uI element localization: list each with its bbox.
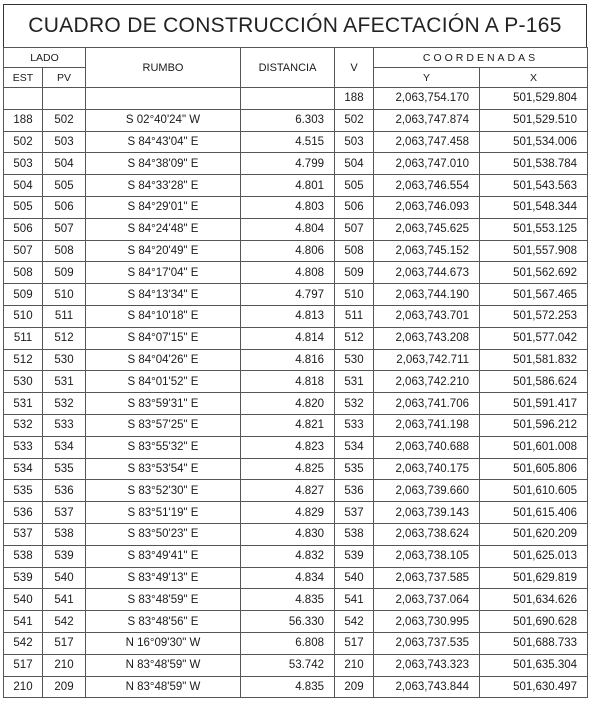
cell-distancia: 4.801 (241, 175, 335, 197)
cell-pv: 510 (43, 284, 86, 306)
table-row (4, 327, 588, 349)
cell-vertex: 510 (335, 284, 374, 306)
cell-pv (43, 88, 86, 110)
cell-rumbo: S 83°52'30" E (86, 480, 241, 502)
cell-distancia: 4.829 (241, 502, 335, 524)
cell-est: 505 (4, 196, 43, 218)
cell-vertex: 541 (335, 589, 374, 611)
table-row (4, 414, 588, 436)
table-row (4, 393, 588, 415)
cell-coord-x: 501,615.406 (480, 502, 588, 524)
cell-rumbo: N 83°48'59" W (86, 654, 241, 676)
cell-coord-y: 2,063,743.208 (374, 327, 480, 349)
cell-vertex: 508 (335, 240, 374, 262)
table-row (4, 284, 588, 306)
header-v: V (335, 48, 374, 88)
cell-rumbo: N 83°48'59" W (86, 676, 241, 698)
cell-coord-y: 2,063,742.711 (374, 349, 480, 371)
cell-vertex: 505 (335, 175, 374, 197)
cell-coord-x: 501,548.344 (480, 196, 588, 218)
cell-distancia: 4.830 (241, 523, 335, 545)
cell-est: 508 (4, 262, 43, 284)
cell-distancia: 4.515 (241, 131, 335, 153)
cell-rumbo: S 83°51'19" E (86, 502, 241, 524)
cell-vertex: 537 (335, 502, 374, 524)
cell-est: 504 (4, 175, 43, 197)
cell-coord-x: 501,529.804 (480, 88, 588, 110)
cell-est: 538 (4, 545, 43, 567)
cell-pv: 531 (43, 371, 86, 393)
cell-coord-x: 501,630.497 (480, 676, 588, 698)
cell-rumbo: S 84°33'28" E (86, 175, 241, 197)
cell-distancia: 4.825 (241, 458, 335, 480)
cell-vertex: 538 (335, 523, 374, 545)
cell-rumbo: S 84°43'04" E (86, 131, 241, 153)
cell-coord-y: 2,063,742.210 (374, 371, 480, 393)
cell-distancia: 4.835 (241, 589, 335, 611)
cell-rumbo: S 83°48'56" E (86, 611, 241, 633)
cell-vertex: 512 (335, 327, 374, 349)
cell-vertex: 536 (335, 480, 374, 502)
cell-distancia: 4.820 (241, 393, 335, 415)
cell-pv: 530 (43, 349, 86, 371)
table-row (4, 153, 588, 175)
cell-vertex: 534 (335, 436, 374, 458)
cell-est: 512 (4, 349, 43, 371)
cell-coord-y: 2,063,741.198 (374, 414, 480, 436)
cell-pv: 517 (43, 632, 86, 654)
cell-vertex: 209 (335, 676, 374, 698)
cell-distancia: 4.827 (241, 480, 335, 502)
construction-table (3, 47, 588, 698)
cell-pv: 536 (43, 480, 86, 502)
cell-pv: 533 (43, 414, 86, 436)
cell-rumbo: S 84°13'34" E (86, 284, 241, 306)
cell-distancia: 4.804 (241, 218, 335, 240)
cell-est: 533 (4, 436, 43, 458)
cell-coord-y: 2,063,743.844 (374, 676, 480, 698)
cell-est: 535 (4, 480, 43, 502)
cell-vertex: 533 (335, 414, 374, 436)
table-row (4, 262, 588, 284)
cell-vertex: 503 (335, 131, 374, 153)
cell-rumbo: S 84°07'15" E (86, 327, 241, 349)
header-rumbo: RUMBO (86, 48, 241, 88)
cell-est: 532 (4, 414, 43, 436)
cell-pv: 535 (43, 458, 86, 480)
header-coordenadas: COORDENADAS (374, 48, 588, 68)
cell-rumbo: S 83°49'41" E (86, 545, 241, 567)
cell-rumbo: N 16°09'30" W (86, 632, 241, 654)
cell-distancia: 4.818 (241, 371, 335, 393)
cell-est: 510 (4, 305, 43, 327)
cell-coord-x: 501,690.628 (480, 611, 588, 633)
table-row (4, 632, 588, 654)
cell-distancia: 4.832 (241, 545, 335, 567)
cell-pv: 532 (43, 393, 86, 415)
cell-vertex: 210 (335, 654, 374, 676)
cell-pv: 537 (43, 502, 86, 524)
table-row (4, 175, 588, 197)
cell-coord-y: 2,063,743.701 (374, 305, 480, 327)
cell-coord-x: 501,557.908 (480, 240, 588, 262)
cell-coord-x: 501,534.006 (480, 131, 588, 153)
cell-coord-x: 501,635.304 (480, 654, 588, 676)
cell-rumbo: S 84°29'01" E (86, 196, 241, 218)
cell-pv: 540 (43, 567, 86, 589)
cell-rumbo: S 84°10'18" E (86, 305, 241, 327)
table-body (4, 88, 588, 698)
cell-coord-y: 2,063,739.660 (374, 480, 480, 502)
table-row (4, 589, 588, 611)
cell-coord-y: 2,063,743.323 (374, 654, 480, 676)
cell-coord-y: 2,063,744.673 (374, 262, 480, 284)
cell-pv: 210 (43, 654, 86, 676)
cell-pv: 534 (43, 436, 86, 458)
cell-coord-y: 2,063,737.535 (374, 632, 480, 654)
cell-coord-x: 501,553.125 (480, 218, 588, 240)
table-header (4, 48, 588, 88)
table-row (4, 502, 588, 524)
header-lado: LADO (4, 48, 86, 68)
cell-coord-x: 501,538.784 (480, 153, 588, 175)
cell-coord-y: 2,063,745.152 (374, 240, 480, 262)
cell-est: 540 (4, 589, 43, 611)
cell-distancia (241, 88, 335, 110)
cell-rumbo: S 83°57'25" E (86, 414, 241, 436)
cell-vertex: 532 (335, 393, 374, 415)
cell-coord-x: 501,688.733 (480, 632, 588, 654)
cell-rumbo: S 84°20'49" E (86, 240, 241, 262)
cell-pv: 511 (43, 305, 86, 327)
cell-coord-y: 2,063,739.143 (374, 502, 480, 524)
cell-coord-y: 2,063,737.064 (374, 589, 480, 611)
cell-rumbo: S 84°24'48" E (86, 218, 241, 240)
cell-coord-x: 501,634.626 (480, 589, 588, 611)
cell-rumbo: S 83°48'59" E (86, 589, 241, 611)
table-title: CUADRO DE CONSTRUCCIÓN AFECTACIÓN A P-165 (3, 4, 587, 47)
cell-coord-y: 2,063,740.175 (374, 458, 480, 480)
cell-coord-x: 501,620.209 (480, 523, 588, 545)
cell-coord-y: 2,063,738.624 (374, 523, 480, 545)
cell-pv: 541 (43, 589, 86, 611)
cell-est: 534 (4, 458, 43, 480)
cell-distancia: 4.808 (241, 262, 335, 284)
cell-vertex: 540 (335, 567, 374, 589)
cell-pv: 507 (43, 218, 86, 240)
cell-coord-x: 501,625.013 (480, 545, 588, 567)
cell-distancia: 6.303 (241, 109, 335, 131)
cell-pv: 504 (43, 153, 86, 175)
cell-coord-x: 501,562.692 (480, 262, 588, 284)
cell-coord-y: 2,063,747.874 (374, 109, 480, 131)
header-y: Y (374, 68, 480, 88)
cell-pv: 512 (43, 327, 86, 349)
cell-pv: 209 (43, 676, 86, 698)
cell-coord-y: 2,063,754.170 (374, 88, 480, 110)
cell-vertex: 188 (335, 88, 374, 110)
cell-coord-x: 501,577.042 (480, 327, 588, 349)
cell-coord-x: 501,567.465 (480, 284, 588, 306)
cell-vertex: 542 (335, 611, 374, 633)
cell-distancia: 4.823 (241, 436, 335, 458)
table-row (4, 480, 588, 502)
cell-rumbo: S 83°55'32" E (86, 436, 241, 458)
cell-rumbo: S 84°17'04" E (86, 262, 241, 284)
cell-pv: 542 (43, 611, 86, 633)
cell-coord-y: 2,063,741.706 (374, 393, 480, 415)
cell-distancia: 4.797 (241, 284, 335, 306)
cell-vertex: 517 (335, 632, 374, 654)
cell-pv: 505 (43, 175, 86, 197)
cell-coord-y: 2,063,746.554 (374, 175, 480, 197)
table-row (4, 567, 588, 589)
cell-vertex: 511 (335, 305, 374, 327)
header-pv: PV (43, 68, 86, 88)
cell-est: 502 (4, 131, 43, 153)
cell-est: 503 (4, 153, 43, 175)
cell-vertex: 509 (335, 262, 374, 284)
cell-est: 530 (4, 371, 43, 393)
cell-distancia: 4.816 (241, 349, 335, 371)
cell-coord-x: 501,529.510 (480, 109, 588, 131)
cell-vertex: 507 (335, 218, 374, 240)
cell-pv: 502 (43, 109, 86, 131)
cell-est: 509 (4, 284, 43, 306)
cell-pv: 509 (43, 262, 86, 284)
cell-vertex: 531 (335, 371, 374, 393)
table-row (4, 131, 588, 153)
cell-rumbo: S 84°04'26" E (86, 349, 241, 371)
cell-coord-x: 501,591.417 (480, 393, 588, 415)
cell-coord-y: 2,063,745.625 (374, 218, 480, 240)
cell-distancia: 4.803 (241, 196, 335, 218)
cell-coord-x: 501,605.806 (480, 458, 588, 480)
cell-coord-x: 501,596.212 (480, 414, 588, 436)
cell-est: 188 (4, 109, 43, 131)
cell-est: 537 (4, 523, 43, 545)
cell-est: 539 (4, 567, 43, 589)
cell-distancia: 53.742 (241, 654, 335, 676)
cell-coord-y: 2,063,737.585 (374, 567, 480, 589)
cell-distancia: 56.330 (241, 611, 335, 633)
cell-vertex: 535 (335, 458, 374, 480)
table-row (4, 218, 588, 240)
cell-est: 210 (4, 676, 43, 698)
table-row (4, 371, 588, 393)
cell-coord-x: 501,581.832 (480, 349, 588, 371)
cell-distancia: 4.806 (241, 240, 335, 262)
table-row (4, 109, 588, 131)
table-row (4, 88, 588, 110)
table-row (4, 545, 588, 567)
cell-coord-x: 501,543.563 (480, 175, 588, 197)
header-x: X (480, 68, 588, 88)
cell-coord-x: 501,601.008 (480, 436, 588, 458)
cell-pv: 539 (43, 545, 86, 567)
cell-vertex: 506 (335, 196, 374, 218)
cell-distancia: 4.799 (241, 153, 335, 175)
cell-est: 511 (4, 327, 43, 349)
cell-coord-y: 2,063,740.688 (374, 436, 480, 458)
cell-vertex: 504 (335, 153, 374, 175)
cell-coord-x: 501,610.605 (480, 480, 588, 502)
table-row (4, 654, 588, 676)
cell-rumbo: S 83°53'54" E (86, 458, 241, 480)
cell-rumbo: S 84°01'52" E (86, 371, 241, 393)
cell-distancia: 4.835 (241, 676, 335, 698)
cell-rumbo: S 83°59'31" E (86, 393, 241, 415)
table-row (4, 240, 588, 262)
cell-pv: 508 (43, 240, 86, 262)
cell-vertex: 539 (335, 545, 374, 567)
table-row (4, 349, 588, 371)
cell-rumbo: S 83°50'23" E (86, 523, 241, 545)
cell-est: 517 (4, 654, 43, 676)
cell-rumbo: S 84°38'09" E (86, 153, 241, 175)
cell-coord-y: 2,063,746.093 (374, 196, 480, 218)
cell-coord-x: 501,572.253 (480, 305, 588, 327)
table-row (4, 458, 588, 480)
cell-pv: 538 (43, 523, 86, 545)
cell-distancia: 6.808 (241, 632, 335, 654)
cell-distancia: 4.814 (241, 327, 335, 349)
cell-distancia: 4.813 (241, 305, 335, 327)
table-row (4, 196, 588, 218)
cell-coord-y: 2,063,747.458 (374, 131, 480, 153)
cell-pv: 503 (43, 131, 86, 153)
header-distancia: DISTANCIA (241, 48, 335, 88)
table-row (4, 305, 588, 327)
cell-pv: 506 (43, 196, 86, 218)
cell-vertex: 502 (335, 109, 374, 131)
table-row (4, 436, 588, 458)
cell-est: 542 (4, 632, 43, 654)
cell-rumbo: S 02°40'24" W (86, 109, 241, 131)
cell-coord-y: 2,063,747.010 (374, 153, 480, 175)
cell-est: 536 (4, 502, 43, 524)
cell-est: 541 (4, 611, 43, 633)
cell-est (4, 88, 43, 110)
construction-table-sheet (3, 4, 587, 698)
cell-distancia: 4.834 (241, 567, 335, 589)
cell-coord-y: 2,063,730.995 (374, 611, 480, 633)
table-row (4, 676, 588, 698)
cell-est: 507 (4, 240, 43, 262)
cell-coord-y: 2,063,738.105 (374, 545, 480, 567)
table-row (4, 611, 588, 633)
table-row (4, 523, 588, 545)
cell-rumbo: S 83°49'13" E (86, 567, 241, 589)
cell-coord-x: 501,586.624 (480, 371, 588, 393)
header-est: EST (4, 68, 43, 88)
cell-rumbo (86, 88, 241, 110)
cell-distancia: 4.821 (241, 414, 335, 436)
cell-coord-y: 2,063,744.190 (374, 284, 480, 306)
cell-est: 531 (4, 393, 43, 415)
cell-coord-x: 501,629.819 (480, 567, 588, 589)
cell-est: 506 (4, 218, 43, 240)
cell-vertex: 530 (335, 349, 374, 371)
